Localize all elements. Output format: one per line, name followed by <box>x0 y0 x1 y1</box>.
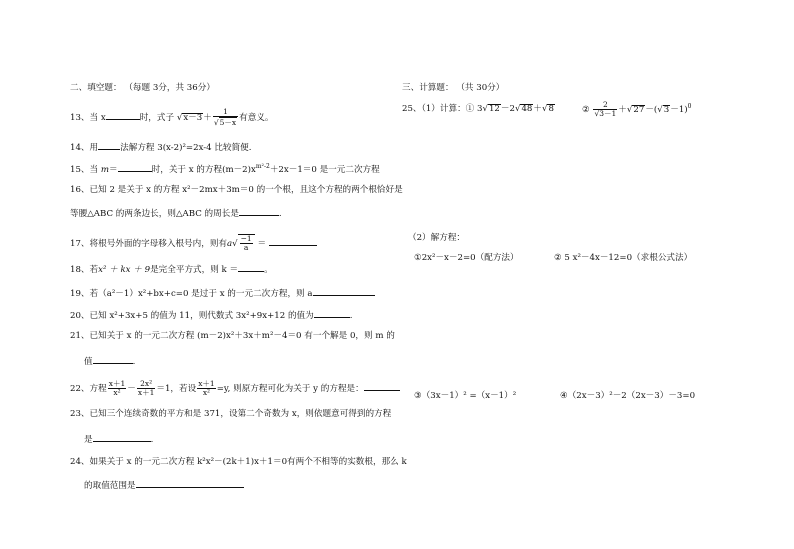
equation-1-text: ①2x²－x－2=0（配方法） <box>414 253 519 263</box>
q16-blank[interactable] <box>239 206 279 216</box>
q15-eq: ＝ <box>109 165 118 175</box>
section-3-heading <box>402 82 504 94</box>
q22-text-b: ＝1，若设 <box>156 384 197 394</box>
q18-text-a: 18、若 <box>70 265 99 275</box>
question-21-line-2 <box>84 354 135 368</box>
q15-text-a: 15、当 <box>70 165 101 175</box>
equation-2-text: ② 5 x²－4x－12=0（求根公式法） <box>554 253 693 263</box>
q13-text-a: 13、当 x <box>70 113 106 123</box>
q20-text-a: 20、已知 x²+3x+5 的值为 11，则代数式 3x²+9x+12 的值为 <box>70 311 314 321</box>
q14-text-a: 14、用 <box>70 143 99 153</box>
q25-radicand-4: 27 <box>633 105 645 115</box>
section-3-note: （共 30分） <box>456 83 505 93</box>
question-16-line-2 <box>70 206 282 220</box>
question-24-line-1 <box>70 456 407 468</box>
q25-numerator: 2 <box>593 101 617 110</box>
q22-den-2: x＋1 <box>137 388 155 397</box>
question-23-line-1 <box>70 408 391 420</box>
question-20 <box>70 308 352 322</box>
question-25: 25、（1）计算：① 3√12－2√48＋√8 <box>402 104 554 114</box>
q22-fraction-2 <box>137 380 156 397</box>
q13-plus: ＋ <box>203 113 212 123</box>
question-22 <box>70 380 400 397</box>
q24-text-1: 24、如果关于 x 的一元二次方程 k²x²－(2k＋1)x＋1＝0有两个不相等的实数根，那么 k <box>70 457 407 467</box>
q25-fraction <box>593 101 617 118</box>
q15-var-m: m <box>100 165 110 175</box>
q23-text-3: . <box>150 435 154 445</box>
q22-blank[interactable] <box>364 381 400 391</box>
q22-den-1: x² <box>113 388 121 397</box>
q25-exponent: 0 <box>687 103 692 111</box>
q13-text-c: 有意义。 <box>239 113 274 123</box>
q25-radicand-2: 48 <box>521 104 533 114</box>
q17-numerator: −1 <box>240 234 252 243</box>
equation-3 <box>414 390 516 402</box>
q17-denominator: a <box>243 243 249 252</box>
q20-text-b: . <box>349 311 353 321</box>
q18-text-b: 是完全平方式，则 k ＝ <box>150 265 239 275</box>
q20-blank[interactable] <box>314 308 350 318</box>
q22-fraction-1 <box>108 380 127 397</box>
q13-text-b: 时，式子 <box>139 113 175 123</box>
q17-eq: ＝ <box>257 239 267 249</box>
q23-text-2: 是 <box>84 435 93 445</box>
q13-formula: √x－3＋ $\frac{1}{√5-x}$ <box>176 107 237 127</box>
q14-text-b: 法解方程 3(x-2)²=2x-4 比较简便. <box>120 143 252 153</box>
q25-text-b: －2 <box>500 104 515 114</box>
q25-text-e: －( <box>645 105 658 115</box>
section-2-heading <box>70 82 215 94</box>
section-2-title: 二、填空题： <box>70 83 122 93</box>
q22-num-2: 2x² <box>137 380 156 389</box>
q18-text-c: 。 <box>264 265 273 275</box>
q22-minus: － <box>127 384 136 394</box>
question-24-line-2 <box>84 478 244 492</box>
question-23-line-2 <box>84 432 153 446</box>
q17-var-a: a <box>227 239 233 249</box>
q25-text-a: 25、（1）计算：① 3 <box>402 104 483 114</box>
question-15 <box>70 162 380 176</box>
part-2-text: （2）解方程： <box>408 233 466 243</box>
question-17: 17、将根号外面的字母移入根号内，则有a√ $\frac{-1}{a}$ ＝ <box>70 234 317 252</box>
equation-1 <box>414 252 519 264</box>
q16-text-2: 等腰△ABC 的两条边长，则△ABC 的周长是 <box>70 209 239 219</box>
question-18 <box>70 262 273 276</box>
equation-4-text: ④（2x－3）²－2（2x－3）－3=0 <box>560 391 696 401</box>
q21-text-3: . <box>132 357 136 367</box>
question-14 <box>70 140 252 154</box>
q21-blank[interactable] <box>93 354 133 364</box>
q23-blank[interactable] <box>93 432 151 442</box>
q16-text-3: . <box>278 209 282 219</box>
q17-radical <box>238 234 255 252</box>
q25-radicand-3: 8 <box>548 104 554 114</box>
q24-text-2: 的取值范围是 <box>84 481 136 491</box>
q17-fraction <box>240 235 253 252</box>
q13-numerator: 1 <box>213 108 238 117</box>
q23-text-1: 23、已知三个连续奇数的平方和是 371，设第二个奇数为 x，则依题意可得到的方程 <box>70 409 392 419</box>
q15-exponent: m²-2 <box>255 163 270 171</box>
q22-text-a: 22、方程 <box>70 384 107 394</box>
question-25-part-2: ② $\frac{2}{√3-1}$ $+√27-(√3-1)^0$ <box>582 100 692 118</box>
q15-text-b: 时，关于 x 的方程(m－2)x <box>151 165 256 175</box>
q16-text-1: 16、已知 2 是关于 x 的方程 x²－2mx＋3m＝0 的一个根，且这个方程的两个根恰好是 <box>70 185 403 195</box>
question-16-line-1 <box>70 184 403 196</box>
q14-blank[interactable] <box>98 140 120 150</box>
q15-text-c: ＋2x－1＝0 是一元二次方程 <box>269 165 380 175</box>
q19-blank[interactable] <box>313 286 375 296</box>
q25-radicand-5: 3 <box>663 105 670 115</box>
question-13 <box>70 108 274 127</box>
q22-num-1: x＋1 <box>108 379 126 388</box>
q13-fraction: $\frac{1}{√5-x}$ <box>213 107 237 127</box>
q13-blank[interactable] <box>106 110 140 120</box>
section-2-note: （每题 3分，共 36分） <box>124 83 215 93</box>
q25-text-c: ＋ <box>533 104 542 114</box>
equation-3-text: ③（3x－1）² =（x－1）² <box>414 391 517 401</box>
q18-blank[interactable] <box>238 262 264 272</box>
q25-text-d: ＋ <box>618 105 627 115</box>
q25-circ-2: ② <box>582 105 590 115</box>
equation-2 <box>554 252 692 264</box>
q17-blank[interactable] <box>269 236 317 246</box>
equation-4 <box>560 390 695 402</box>
part-2-label <box>408 232 465 244</box>
q22-den-3: x² <box>202 388 211 397</box>
q25-denominator: √3－1 <box>594 109 617 118</box>
q25-text-f: －1) <box>670 105 688 115</box>
q22-fraction-3 <box>197 380 216 397</box>
q18-expression: x² ＋ kx ＋ 9 <box>98 265 151 275</box>
question-21-line-1 <box>70 330 395 342</box>
q21-text-1: 21、已知关于 x 的一元二次方程 (m－2)x²＋3x＋m²－4＝0 有一个解是 0，则 m 的 <box>70 331 395 341</box>
q21-text-2: 值 <box>84 357 93 367</box>
q13-radicand-2: 5－x <box>219 118 237 127</box>
q22-text-c: =y, 则原方程可化为关于 y 的方程是： <box>216 384 364 394</box>
q19-text: 19、若（a²－1）x²+bx+c=0 是过于 x 的一元二次方程，则 a <box>70 289 313 299</box>
q25-radicand-1: 12 <box>488 104 500 114</box>
q22-num-3: x＋1 <box>198 379 215 388</box>
q24-blank[interactable] <box>136 478 244 488</box>
q17-text-a: 17、将根号外面的字母移入根号内，则有 <box>70 239 228 249</box>
section-3-title: 三、计算题： <box>402 83 454 93</box>
q15-blank[interactable] <box>118 162 152 172</box>
q13-radicand-1: x－3 <box>183 113 203 123</box>
question-19 <box>70 286 375 300</box>
